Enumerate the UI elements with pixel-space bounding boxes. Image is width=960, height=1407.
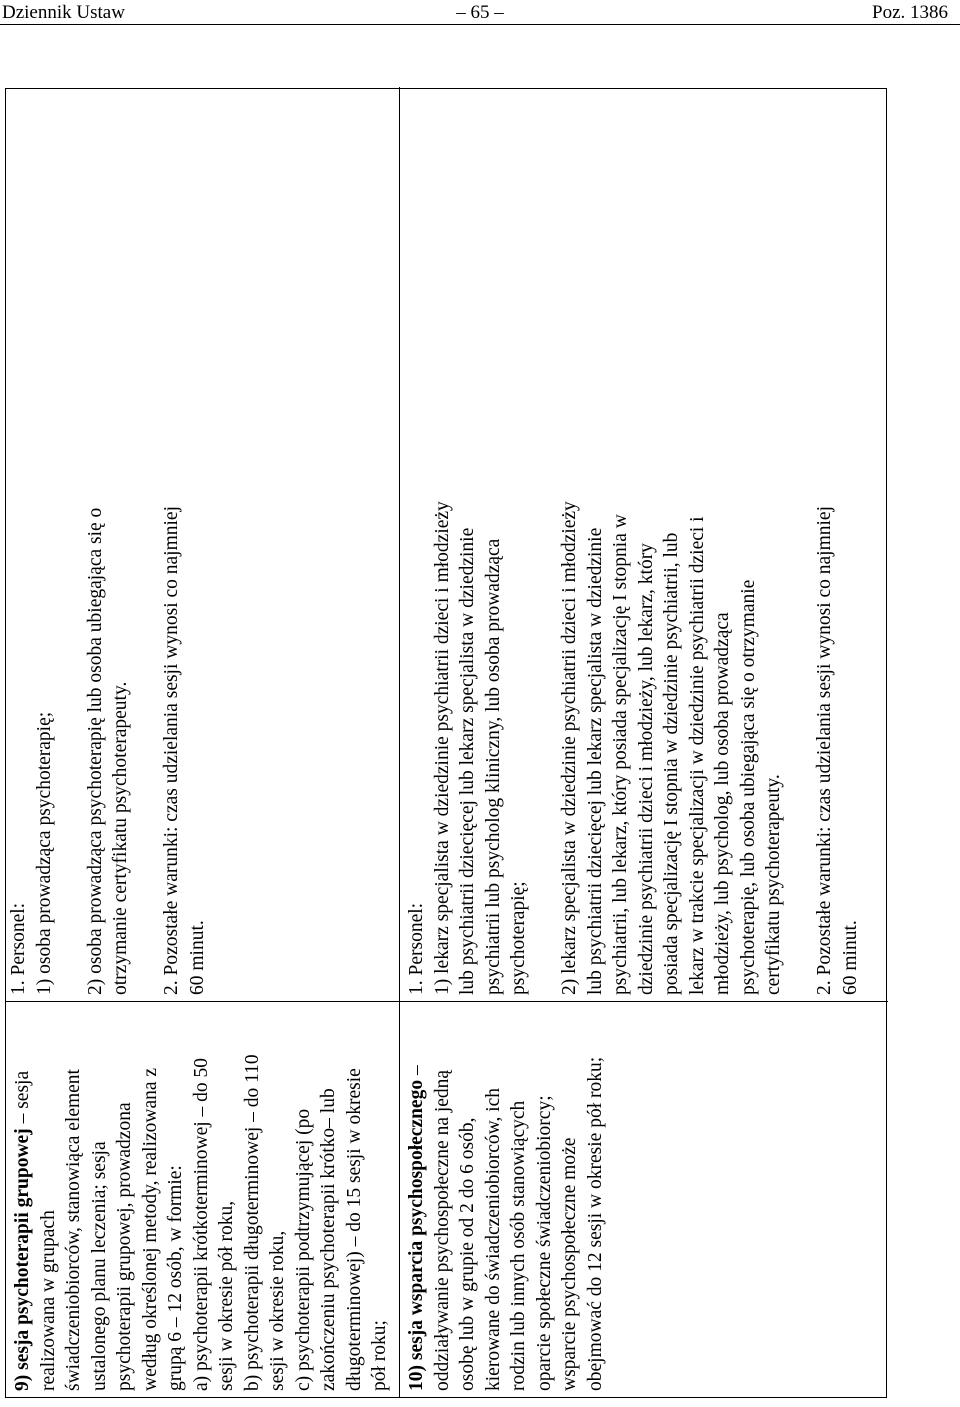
row-9-title: 9) sesja psychoterapii grupowej xyxy=(12,1128,33,1391)
requirement-line: posiada specjalizację I stopnia w dziedzinie psychiatrii, lub xyxy=(661,532,682,995)
row-9-line: realizowana w grupach xyxy=(37,1210,59,1391)
row-10-line: oddziaływanie psychospołeczne na jedną xyxy=(431,1069,453,1391)
row-9-line: długoterminowej) – do 15 sesji w okresie xyxy=(343,1068,365,1391)
row-9-line: zakończeniu psychoterapii krótko– lub xyxy=(318,1088,339,1391)
requirement-line: 1) lekarz specjalista w dziedzinie psychiatrii dzieci i młodzieży xyxy=(431,501,453,995)
row-10-line: wsparcie psychospołeczne może xyxy=(559,1137,580,1391)
requirement-line: młodzieży, lub psycholog, lub osoba prowadząca xyxy=(712,612,733,995)
requirement-line: 2) lekarz specjalista w dziedzinie psychiatrii dzieci i młodzieży xyxy=(559,501,580,995)
requirement-line: psychiatrii, lub lekarz, który posiada specjalizację I stopnia w xyxy=(610,514,631,995)
row-10-title-suffix: – xyxy=(406,1065,427,1080)
other-conditions-line: 2. Pozostałe warunki: czas udzielania sesji wynosi co najmniej xyxy=(814,506,835,995)
row-9-line: pół roku; xyxy=(369,1320,390,1391)
requirement-line: psychoterapię; xyxy=(508,881,529,995)
requirement-line: otrzymanie certyfikatu psychoterapeuty. xyxy=(110,681,131,995)
column-divider xyxy=(6,1001,888,1002)
journal-title: Dziennik Ustaw xyxy=(2,2,125,23)
requirement-line: psychiatrii lub psycholog kliniczny, lub osoba prowadząca xyxy=(482,538,504,995)
row-10-line: oparcie społeczne świadczeniobiorcy; xyxy=(533,1095,555,1391)
requirement-line: certyfikatu psychoterapeuty. xyxy=(763,774,784,995)
personnel-heading: 1. Personel: xyxy=(8,902,29,995)
row-9-line: c) psychoterapii podtrzymującej (po xyxy=(292,1108,314,1391)
row-9-requirements xyxy=(6,95,396,995)
row-10-line: kierowane do świadczeniobiorców, ich xyxy=(482,1087,504,1391)
requirement-line: 2) osoba prowadząca psychoterapię lub osoba ubiegająca się o xyxy=(84,507,106,995)
row-9-line: świadczeniobiorców, stanowiąca element xyxy=(63,1069,84,1391)
requirement-line: lub psychiatrii dziecięcej lub lekarz specjalista w dziedzinie xyxy=(457,527,478,995)
row-9-line: b) psychoterapii długoterminowej – do 110 xyxy=(241,1054,263,1391)
position-number: Poz. 1386 xyxy=(872,2,948,23)
row-10-line: obejmować do 12 sesji w okresie pół roku; xyxy=(584,1056,606,1391)
row-10-line: rodzin lub innych osób stanowiących xyxy=(508,1100,529,1391)
row-9-line: według określonej metody, realizowana z xyxy=(139,1067,161,1391)
row-9-line: ustalonego planu leczenia; sesja xyxy=(88,1141,110,1391)
header-rule xyxy=(0,24,960,25)
row-10-requirements xyxy=(404,95,884,995)
other-conditions-line: 60 minut. xyxy=(186,920,208,995)
requirement-line: psychoterapię, lub osoba ubiegająca się o otrzymanie xyxy=(737,579,759,995)
requirement-line: 1) osoba prowadząca psychoterapię; xyxy=(33,711,55,995)
row-9-title-suffix: – sesja xyxy=(12,1070,33,1129)
row-9-line: sesji w okresie pół roku, xyxy=(216,1200,237,1391)
page-number: – 65 – xyxy=(456,2,504,23)
row-9-line: sesji w okresie roku, xyxy=(267,1230,288,1391)
row-10-description xyxy=(404,1006,884,1391)
page-header xyxy=(0,0,960,26)
row-9-line: grupą 6 – 12 osób, w formie: xyxy=(165,1165,186,1391)
rotated-table xyxy=(5,88,887,1398)
requirement-line: dziedzinie psychiatrii dzieci i młodzieży, lub lekarz, który xyxy=(635,543,657,995)
row-divider xyxy=(399,87,400,1397)
row-10-line: osobę lub w grupie od 2 do 6 osób, xyxy=(457,1117,478,1391)
row-10-title: 10) sesja wsparcia psychospołecznego xyxy=(406,1079,427,1391)
personnel-heading: 1. Personel: xyxy=(406,902,427,995)
row-9-line: psychoterapii grupowej, prowadzona xyxy=(114,1102,135,1391)
other-conditions-line: 2. Pozostałe warunki: czas udzielania sesji wynosi co najmniej xyxy=(161,506,182,995)
requirement-line: lub psychiatrii dziecięcej lub lekarz specjalista w dziedzinie xyxy=(584,527,606,995)
row-9-description xyxy=(10,1006,396,1391)
other-conditions-line: 60 minut. xyxy=(839,920,861,995)
row-9-line: a) psychoterapii krótkoterminowej – do 50 xyxy=(190,1057,212,1391)
requirement-line: lekarz w trakcie specjalizacji w dziedzinie psychiatrii dzieci i xyxy=(686,516,708,995)
